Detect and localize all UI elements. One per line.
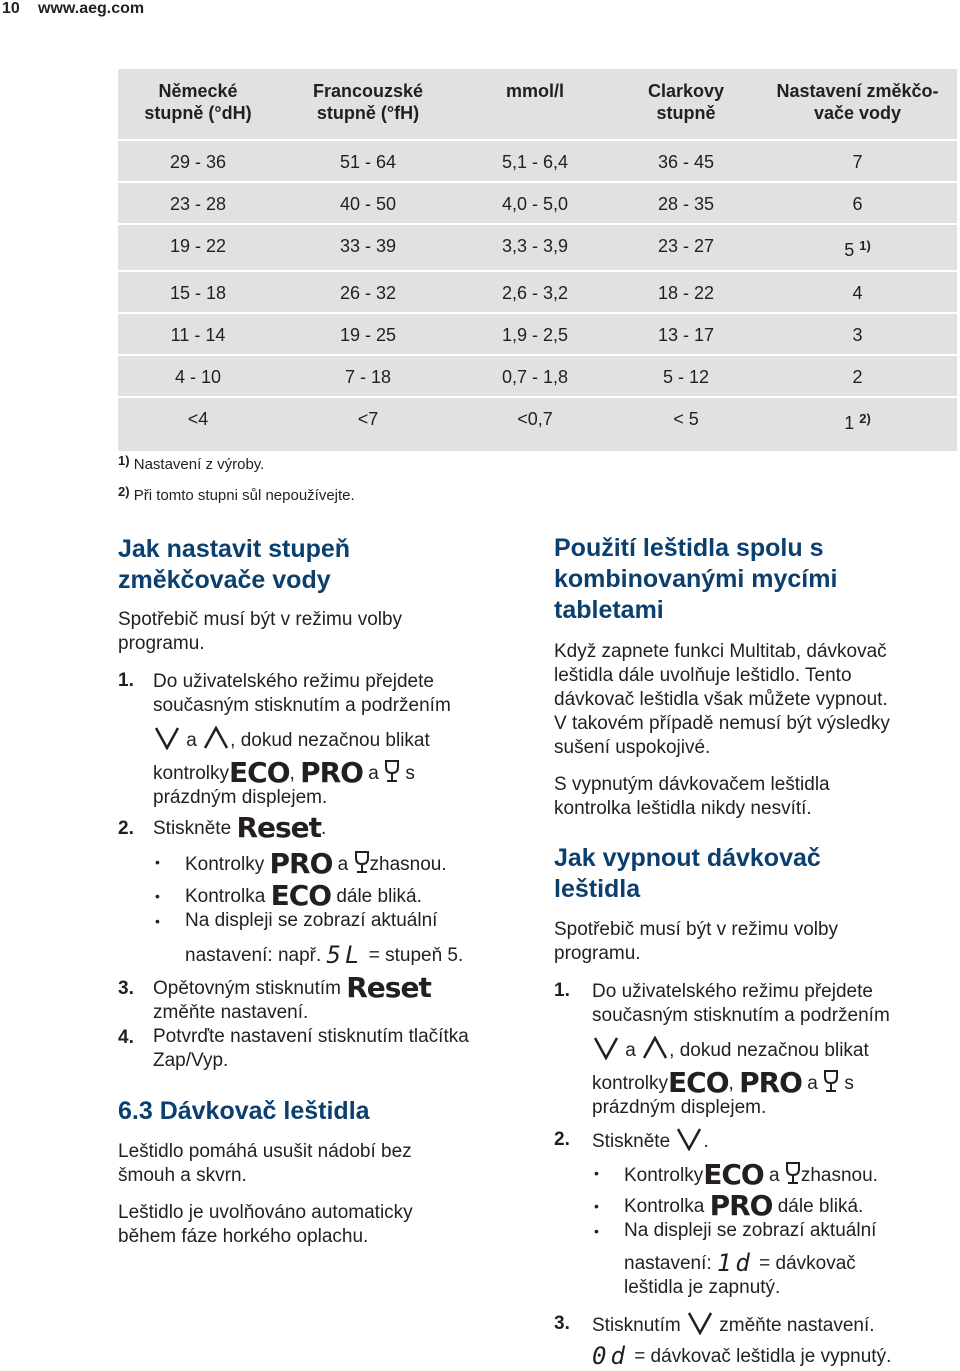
disabled-note: 0d = dávkovač leštidla je vypnutý. bbox=[592, 1342, 892, 1370]
table-cell: 51 - 64 bbox=[339, 152, 397, 172]
list-item: • Na displeji se zobrazí aktuální nastavení: např. 5L = stupeň 5. bbox=[185, 909, 463, 968]
table-cell: 4,0 - 5,0 bbox=[501, 194, 569, 214]
step-3: Opětovným stisknutím Reset změňte nastavení. bbox=[153, 971, 431, 1023]
list-item: • KontrolkyECO a zhasnou. bbox=[624, 1161, 878, 1188]
heading-rinse-aid: 6.3 Dávkovač leštidla bbox=[118, 1097, 370, 1125]
chevron-down-icon bbox=[153, 726, 181, 750]
list-item: • Kontrolka PRO dále bliká. bbox=[624, 1194, 863, 1219]
table-cell: <0,7 bbox=[517, 409, 553, 429]
table-cell: 7 - 18 bbox=[344, 367, 392, 387]
table-cell: <4 bbox=[187, 409, 209, 429]
site-url: www.aeg.com bbox=[38, 0, 145, 17]
table-cell: 2 bbox=[852, 367, 863, 387]
table-cell: 7 bbox=[852, 152, 863, 172]
rinse-aid-icon bbox=[384, 759, 400, 783]
chevron-up-icon bbox=[202, 726, 230, 750]
table-cell: 2,6 - 3,2 bbox=[501, 283, 569, 303]
table-header-cell: mmol/l bbox=[505, 81, 564, 101]
table-row bbox=[118, 356, 957, 398]
eco-indicator: ECO bbox=[270, 879, 332, 912]
footnote-mark: 2) bbox=[859, 411, 871, 426]
list-item: • Kontrolky PRO a zhasnou. bbox=[185, 850, 447, 877]
page-number: 10 bbox=[2, 0, 20, 17]
table-cell: 18 - 22 bbox=[657, 283, 715, 303]
table-cell: 1,9 - 2,5 bbox=[501, 325, 569, 345]
rinse-off-note: S vypnutým dávkovačem leštidla kontrolka leštidla nikdy nesvítí. bbox=[554, 774, 830, 819]
heading-multitab: Použití leštidla spolu s kombinovanými mycími tabletami bbox=[554, 534, 838, 624]
step-1: Do uživatelského režimu přejdete současným stisknutím a podržením a , dokud nezačnou blikat kontrolkyECO, PRO a s prázdným displejem. bbox=[153, 671, 451, 808]
table-cell: 11 - 14 bbox=[170, 325, 226, 345]
table-cell: 13 - 17 bbox=[657, 325, 715, 345]
eco-indicator: ECO bbox=[703, 1158, 764, 1191]
step-number: 4. bbox=[118, 1027, 134, 1048]
list-item: • Kontrolka ECO dále bliká. bbox=[185, 884, 422, 909]
table-cell: 4 bbox=[852, 283, 863, 303]
rinse-aid-icon bbox=[785, 1161, 801, 1185]
step-2: Stiskněte Reset. bbox=[153, 811, 327, 844]
rinse-aid-icon bbox=[354, 850, 370, 874]
heading-set-softener: Jak nastavit stupeň změkčovače vody bbox=[118, 535, 351, 594]
chevron-down-icon bbox=[686, 1311, 714, 1335]
table-cell: 5,1 - 6,4 bbox=[501, 152, 569, 172]
table-cell: 0,7 - 1,8 bbox=[501, 367, 569, 387]
chevron-down-icon bbox=[592, 1036, 620, 1060]
table-header-cell: Francouzské stupně (°fH) bbox=[312, 81, 424, 123]
pro-indicator: PRO bbox=[709, 1189, 773, 1222]
table-row bbox=[118, 314, 957, 356]
intro-text: Spotřebič musí být v režimu volby programu. bbox=[118, 609, 403, 654]
table-cell: 15 - 18 bbox=[169, 283, 227, 303]
table-cell: 29 - 36 bbox=[169, 152, 227, 172]
footnote-mark: 1) bbox=[859, 238, 871, 253]
step-2: Stiskněte . bbox=[592, 1127, 709, 1154]
chevron-down-icon bbox=[675, 1127, 703, 1151]
table-cell: 26 - 32 bbox=[339, 283, 397, 303]
pro-indicator: PRO bbox=[739, 1066, 802, 1099]
step-number: 2. bbox=[118, 818, 134, 839]
step-4: Potvrďte nastavení stisknutím tlačítka Zap/Vyp. bbox=[153, 1026, 469, 1071]
water-hardness-table bbox=[118, 69, 957, 451]
reset-label: Reset bbox=[346, 971, 431, 1004]
step-number: 1. bbox=[118, 670, 134, 691]
intro-text: Spotřebič musí být v režimu volby programu. bbox=[554, 919, 839, 964]
table-row bbox=[118, 141, 957, 183]
table-cell: 23 - 28 bbox=[169, 194, 227, 214]
table-cell: 5 $^{1)}$ bbox=[844, 238, 871, 260]
footnote-1: 1) Nastavení z výroby. bbox=[118, 453, 265, 473]
chevron-up-icon bbox=[641, 1036, 669, 1060]
rinse-aid-text-2: Leštidlo je uvolňováno automaticky během fáze horkého oplachu. bbox=[118, 1202, 413, 1247]
table-row bbox=[118, 272, 957, 314]
pro-indicator: PRO bbox=[300, 756, 363, 789]
table-cell: 40 - 50 bbox=[339, 194, 397, 214]
rinse-aid-icon bbox=[823, 1069, 839, 1093]
step-number: 1. bbox=[554, 980, 570, 1001]
table-cell: 6 bbox=[852, 194, 863, 214]
table-cell: 19 - 22 bbox=[169, 236, 227, 256]
multitab-text: Když zapnete funkci Multitab, dávkovač leštidla dále uvolňuje leštidlo. Tento dávkovač leštidla však můžete vypnout. V takovém případě nemusí být výsledky sušení uspokojivé. bbox=[554, 641, 890, 758]
table-cell: <7 bbox=[357, 409, 379, 429]
table-cell: 5 - 12 bbox=[662, 367, 710, 387]
display-readout: 0d bbox=[592, 1342, 629, 1370]
heading-disable-dispenser: Jak vypnout dávkovač leštidla bbox=[554, 844, 821, 903]
table-cell: 33 - 39 bbox=[339, 236, 397, 256]
step-3: Stisknutím změňte nastavení. bbox=[592, 1311, 875, 1338]
step-1: Do uživatelského režimu přejdete současným stisknutím a podržením a , dokud nezačnou blikat kontrolkyECO, PRO a s prázdným displejem. bbox=[592, 981, 890, 1118]
table-row bbox=[118, 225, 957, 272]
table-row bbox=[118, 183, 957, 225]
step-number: 3. bbox=[118, 978, 134, 999]
table-header-cell: Nastavení změkčo- vače vody bbox=[776, 81, 939, 123]
eco-indicator: ECO bbox=[229, 756, 290, 789]
footnote-2: 2) Při tomto stupni sůl nepoužívejte. bbox=[118, 484, 355, 504]
table-header-row bbox=[118, 69, 957, 141]
table-cell: 36 - 45 bbox=[657, 152, 715, 172]
table-cell: 1 $^{2)}$ bbox=[844, 411, 871, 433]
reset-label: Reset bbox=[236, 811, 322, 844]
table-header-cell: Clarkovy stupně bbox=[647, 81, 725, 123]
rinse-aid-text-1: Leštidlo pomáhá usušit nádobí bez šmouh a skvrn. bbox=[118, 1141, 412, 1186]
table-cell: 3,3 - 3,9 bbox=[501, 236, 569, 256]
display-readout: 5L bbox=[326, 941, 364, 969]
step-number: 3. bbox=[554, 1313, 570, 1334]
list-item: • Na displeji se zobrazí aktuální nastavení: 1d = dávkovač leštidla je zapnutý. bbox=[624, 1219, 876, 1300]
table-cell: < 5 bbox=[673, 409, 699, 429]
table-cell: 23 - 27 bbox=[657, 236, 715, 256]
eco-indicator: ECO bbox=[668, 1066, 729, 1099]
table-cell: 3 bbox=[852, 325, 863, 345]
table-header-cell: Německé stupně (°dH) bbox=[144, 81, 252, 123]
table-cell: 19 - 25 bbox=[339, 325, 397, 345]
table-cell: 28 - 35 bbox=[657, 194, 715, 214]
table-row bbox=[118, 398, 957, 451]
table-cell: 4 - 10 bbox=[174, 367, 222, 387]
step-number: 2. bbox=[554, 1129, 570, 1150]
display-readout: 1d bbox=[716, 1249, 754, 1277]
pro-indicator: PRO bbox=[269, 847, 333, 880]
